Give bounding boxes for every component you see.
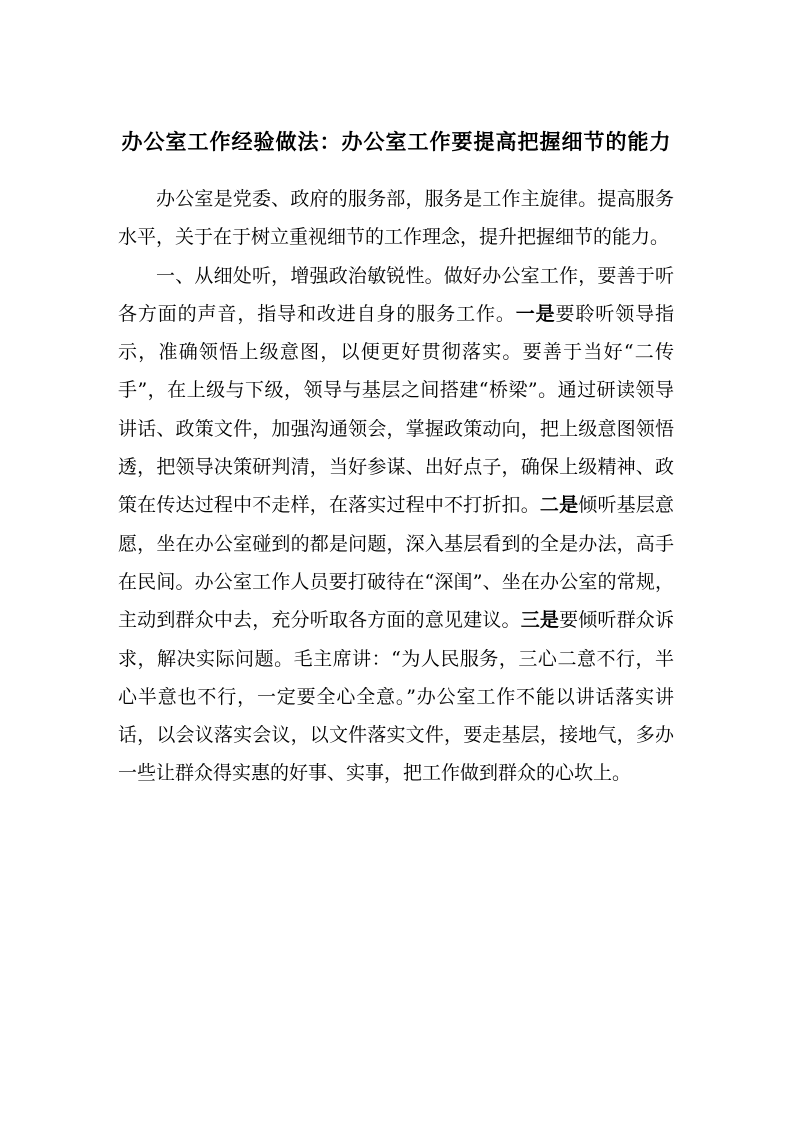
point-three-label: 三是 [520, 609, 560, 632]
document-body [118, 180, 674, 793]
point-three-text: 要倾听群众诉求，解决实际问题。毛主席讲：“为人民服务，三心二意不行，半心半意也不行，一定要全心全意。”办公室工作不能以讲话落实讲话，以会议落实会议，以文件落实文件，要走基层，接地气，多办一些让群众得实惠的好事、实事，把工作做到群众的心坎上。 [118, 609, 674, 785]
section-one-paragraph [118, 257, 674, 793]
point-one-label: 一是 [515, 302, 556, 325]
document-title: 办公室工作经验做法：办公室工作要提高把握细节的能力 [121, 129, 672, 154]
point-one-text: 要聆听领导指示，准确领悟上级意图，以便更好贯彻落实。要善于当好“二传手”，在上级与下级，领导与基层之间搭建“桥梁”。通过研读领导讲话、政策文件，加强沟通领会，掌握政策动向，把上级意图领悟透，把领导决策研判清，当好参谋、出好点子，确保上级精神、政策在传达过程中不走样，在落实过程中不打折扣。 [118, 302, 674, 517]
point-two-label: 二是 [539, 494, 579, 517]
point-two-text: 倾听基层意愿，坐在办公室碰到的都是问题，深入基层看到的全是办法，高手在民间。办公室工作人员要打破待在“深闺”、坐在办公室的常规，主动到群众中去，充分听取各方面的意见建议。 [118, 494, 674, 632]
intro-paragraph: 办公室是党委、政府的服务部，服务是工作主旋律。提高服务水平，关于在于树立重视细节的工作理念，提升把握细节的能力。 [118, 188, 674, 249]
section-one-intro: 一、从细处听，增强政治敏锐性。做好办公室工作，要善于听各方面的声音，指导和改进自身的服务工作。 [118, 264, 674, 325]
